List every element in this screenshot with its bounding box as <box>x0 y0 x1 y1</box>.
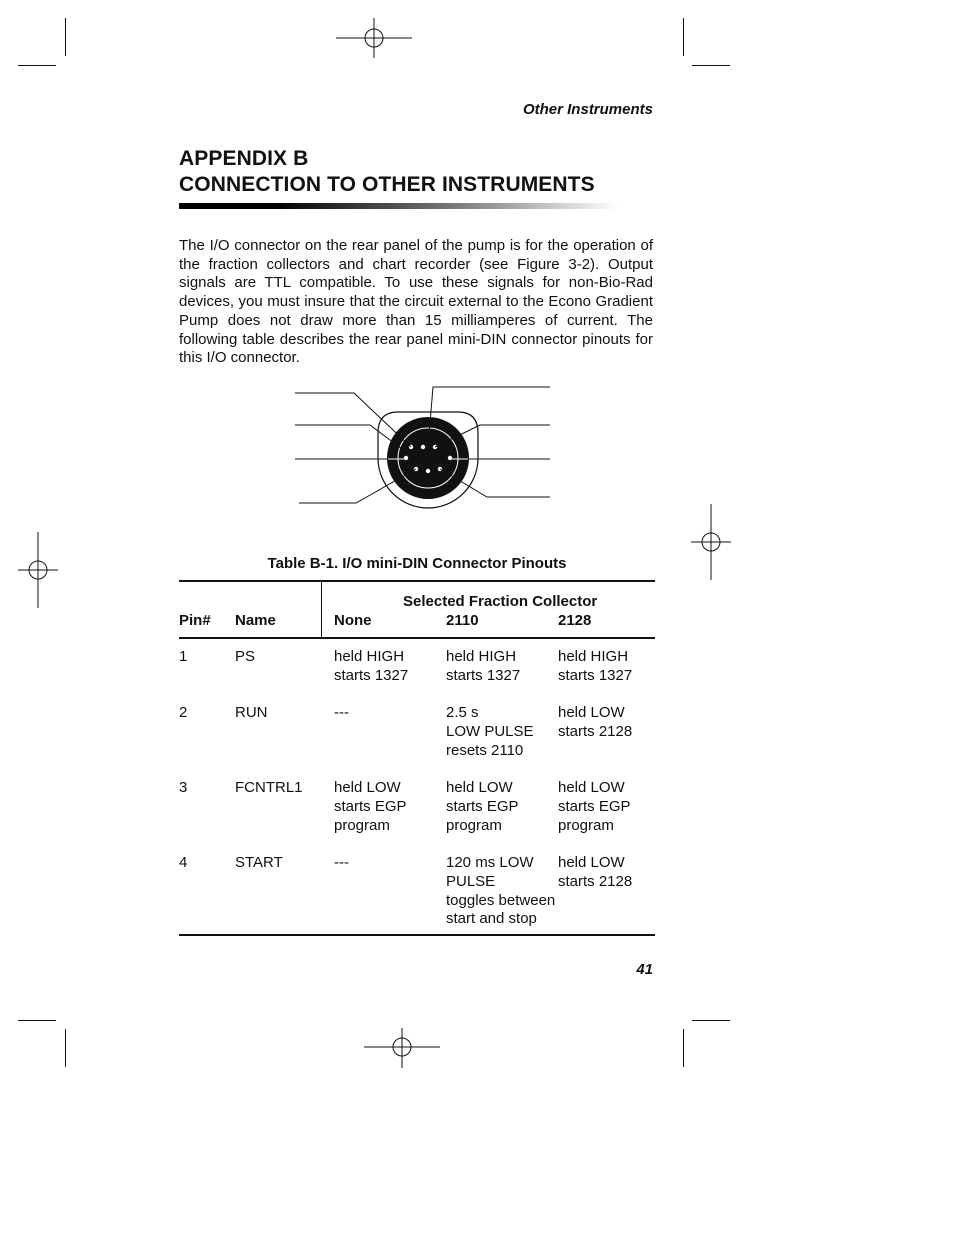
cell-line: starts 1327 <box>334 666 409 684</box>
crop-mark <box>18 65 56 66</box>
cell-pin: 3 <box>179 779 188 796</box>
crop-mark <box>683 1029 684 1067</box>
cell-line: PULSE <box>446 872 496 890</box>
cell-line: 120 ms LOW <box>446 854 534 871</box>
cell-none <box>334 854 349 873</box>
group-header: Selected Fraction Collector <box>403 593 598 610</box>
column-header-2128: 2128 <box>558 612 592 629</box>
cell-name: START <box>235 854 283 871</box>
crop-mark <box>65 18 66 56</box>
cell-none <box>334 779 407 835</box>
running-head: Other Instruments <box>522 101 653 118</box>
cell-line: LOW PULSE <box>446 722 534 740</box>
cell-line: --- <box>334 704 349 721</box>
cell-line: resets 2110 <box>446 741 524 759</box>
cell-line: held LOW <box>558 779 625 796</box>
cell-line: starts 1327 <box>446 666 521 684</box>
cell-line: toggles between <box>446 891 556 909</box>
cell-line: starts EGP <box>334 797 407 815</box>
cell-line: start and stop <box>446 910 537 928</box>
registration-mark-icon <box>364 1028 440 1068</box>
title-line-2: CONNECTION TO OTHER INSTRUMENTS <box>179 173 595 196</box>
cell-none <box>334 648 408 686</box>
registration-mark-icon <box>18 532 58 608</box>
page-number: 41 <box>636 961 653 978</box>
connector-face <box>387 417 469 499</box>
crop-mark <box>18 1020 56 1021</box>
table-header-divider <box>321 581 322 637</box>
column-header-2110: 2110 <box>446 612 479 629</box>
cell-line: held HIGH <box>558 648 629 665</box>
cell-name: PS <box>235 648 256 665</box>
table-top-rule <box>179 580 655 582</box>
cell-2128 <box>558 779 631 835</box>
cell-2110 <box>446 704 534 760</box>
cell-line: starts 2128 <box>558 722 633 740</box>
table-bottom-rule <box>179 934 655 936</box>
cell-line: starts EGP <box>446 797 519 815</box>
cell-line: held HIGH <box>446 648 517 665</box>
title-line-1: APPENDIX B <box>179 147 309 170</box>
cell-none <box>334 704 349 723</box>
cell-line: held LOW <box>558 854 625 871</box>
cell-2110 <box>446 854 555 929</box>
table-caption: Table B-1. I/O mini-DIN Connector Pinouts <box>267 555 567 572</box>
crop-mark <box>65 1029 66 1067</box>
cell-line: held LOW <box>334 779 401 796</box>
column-header-pin: Pin# <box>179 612 211 629</box>
cell-2110 <box>446 648 520 686</box>
crop-mark <box>683 18 684 56</box>
cell-pin: 2 <box>179 704 188 721</box>
cell-line: held HIGH <box>334 648 405 665</box>
cell-line: program <box>558 816 614 834</box>
registration-mark-icon <box>691 504 731 580</box>
cell-2128 <box>558 704 632 742</box>
cell-line: held LOW <box>446 779 513 796</box>
page-title <box>179 146 595 198</box>
cell-line: program <box>446 816 502 834</box>
table-header-rule <box>179 637 655 639</box>
cell-line: program <box>334 816 390 834</box>
registration-mark-icon <box>336 18 412 58</box>
crop-mark <box>692 65 730 66</box>
title-gradient-rule <box>179 203 619 209</box>
cell-pin: 4 <box>179 854 188 871</box>
cell-2128 <box>558 648 632 686</box>
mini-din-connector-diagram <box>290 380 560 515</box>
cell-line: 2.5 s <box>446 704 479 721</box>
body-paragraph: The I/O connector on the rear panel of the pump is for the operation of the fraction collectors and chart recorder (see Figure 3-2). Output signals are TTL compatible. To use these signals for non-Bio-Rad devices, you must insure that the circuit external to the Econo Gradient Pump does not draw more than 15 milliamperes of current. The following table describes the rear panel mini-DIN connector pinouts for this I/O connector. <box>179 237 653 367</box>
cell-name: FCNTRL1 <box>235 779 303 796</box>
cell-line: starts 1327 <box>558 666 633 684</box>
column-header-name: Name <box>235 612 276 629</box>
cell-line: starts EGP <box>558 797 631 815</box>
cell-name: RUN <box>235 704 268 721</box>
cell-2128 <box>558 854 632 892</box>
cell-line: held LOW <box>558 704 625 721</box>
cell-line: starts 2128 <box>558 872 633 890</box>
cell-2110 <box>446 779 519 835</box>
cell-pin: 1 <box>179 648 188 665</box>
crop-mark <box>692 1020 730 1021</box>
column-header-none: None <box>334 612 372 629</box>
cell-line: --- <box>334 854 349 871</box>
